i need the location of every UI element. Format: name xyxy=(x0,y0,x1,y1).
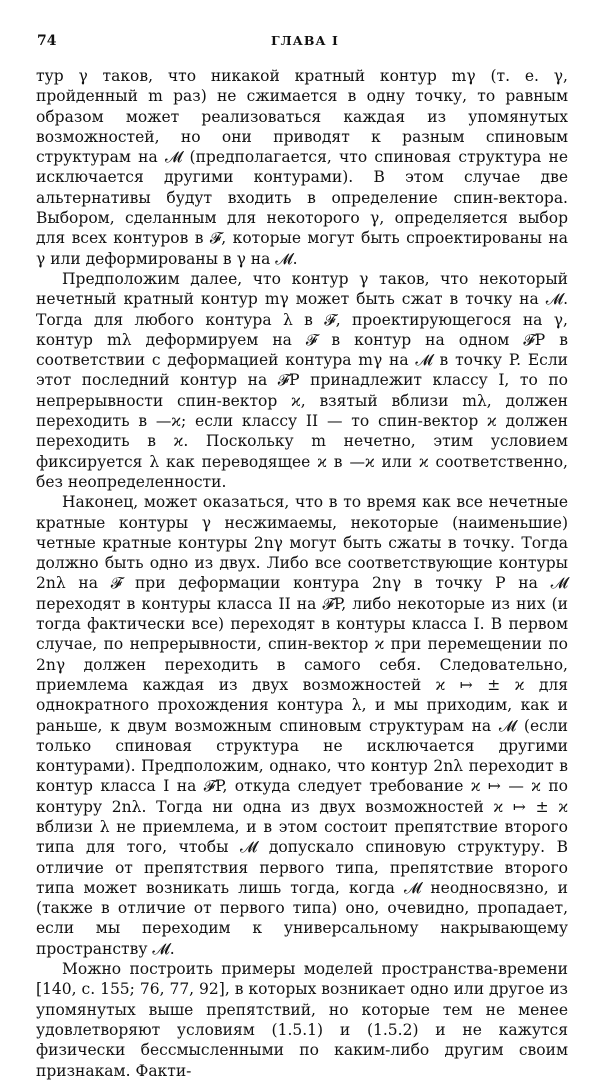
running-header xyxy=(37,30,570,52)
paragraph-4: Можно построить примеры моделей пространства-времени [140, с. 155; 76, 77, 92], в которых возникает одно или другое из упомянутых выше препятствий, но которые тем не менее удовлетворяют условиям (1.5.1) и (1.5.2) и не кажутся физически бессмысленными по каким-либо другим своим признакам. Факти- xyxy=(36,960,568,1080)
body-text xyxy=(36,66,568,1081)
paragraph-2: Предположим далее, что контур γ таков, что некоторый нечетный кратный контур mγ может быть сжат в точку на 𝓜. Тогда для любого контура λ в 𝓕, проектирующегося на γ, контур mλ деформируем на 𝓕 в контур на одном 𝓕P в соответствии с деформацией контура mγ на 𝓜 в точку P. Если этот последний контур на 𝓕P принадлежит классу I, то по непрерывности спин-вектор ϰ, взятый вблизи mλ, должен переходить в —ϰ; если классу II — то спин-вектор ϰ должен переходить в ϰ. Поскольку m нечетно, этим условием фиксируется λ как переводящее ϰ в —ϰ или ϰ соответственно, без неопределенности. xyxy=(36,269,568,491)
chapter-title: ГЛАВА I xyxy=(271,33,339,48)
page-number: 74 xyxy=(37,33,57,49)
paragraph-3: Наконец, может оказаться, что в то время как все нечетные кратные контуры γ несжимаемы, некоторые (наименьшие) четные кратные контуры 2nγ могут быть сжаты в точку. Тогда должно быть одно из двух. Либо все соответствующие контуры 2nλ на 𝓕 при деформации контура 2nγ в точку P на 𝓜 переходят в контуры класса II на 𝓕P, либо некоторые из них (и тогда фактически все) переходят в контуры класса I. В первом случае, по непрерывности, спин-вектор ϰ при перемещении по 2nγ должен переходить в самого себя. Следовательно, приемлема каждая из двух возможностей ϰ ↦ ± ϰ для однократного прохождения контура λ, и мы приходим, как и раньше, к двум возможным спиновым структурам на 𝓜 (если только спиновая структура не исключается другими контурами). Предположим, однако, что контур 2nλ переходит в контур класса I на 𝓕P, откуда следует требование ϰ ↦ — ϰ по контуру 2nλ. Тогда ни одна из двух возможностей ϰ ↦ ± ϰ вблизи λ не приемлема, и в этом состоит препятствие второго типа для того, чтобы 𝓜 допускало спиновую структуру. В отличие от препятствия первого типа, препятствие второго типа может возникать лишь тогда, когда 𝓜 неодносвязно, и (также в отличие от первого типа) оно, очевидно, пропадает, если мы переходим к универсальному накрывающему пространству 𝓜. xyxy=(36,493,568,958)
paragraph-1: тур γ таков, что никакой кратный контур mγ (т. е. γ, пройденный m раз) не сжимается в одну точку, то равным образом может реализоваться каждая из упомянутых возможностей, но они приводят к разным спиновым структурам на 𝓜 (предполагается, что спиновая структура не исключается другими контурами). В этом случае две альтернативы будут входить в определение спин-вектора. Выбором, сделанным для некоторого γ, определяется выбор для всех контуров в 𝓕, которые могут быть спроектированы на γ или деформированы в γ на 𝓜. xyxy=(36,67,568,268)
